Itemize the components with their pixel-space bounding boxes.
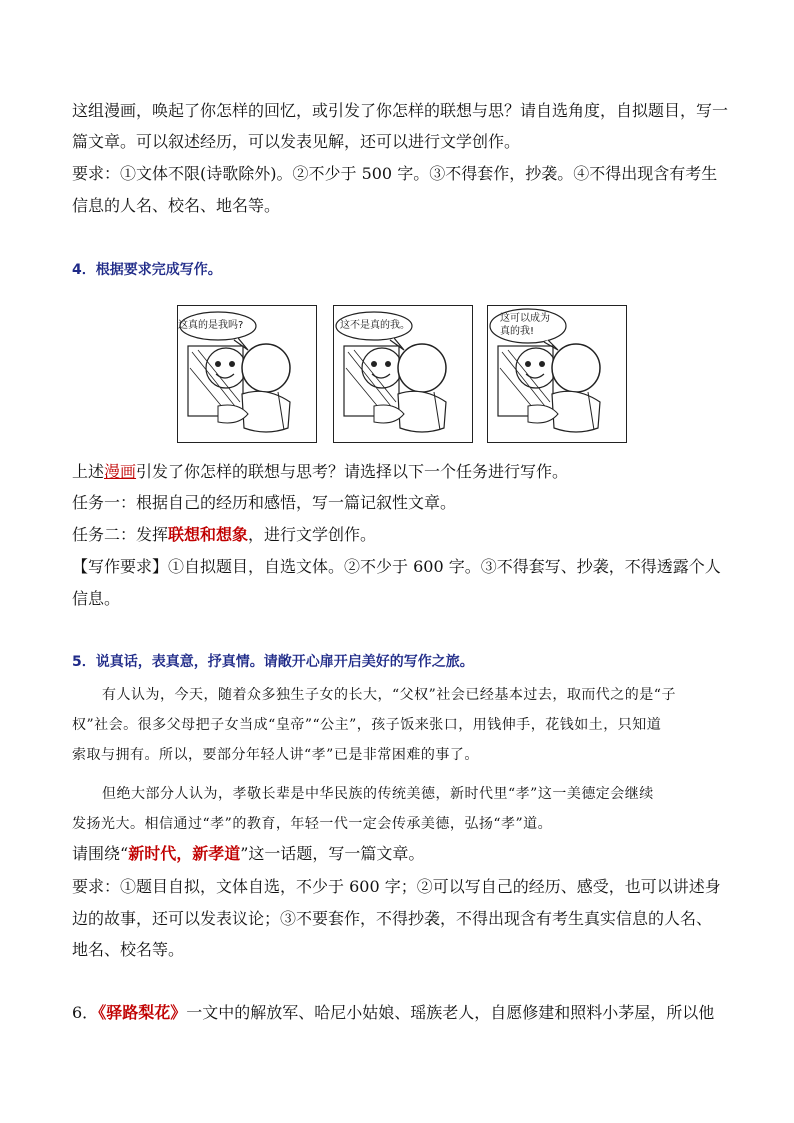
section3-requirements-line1: 要求：①文体不限(诗歌除外)。②不少于 500 字。③不得套作，抄袭。④不得出现含有考生 (72, 164, 718, 183)
comic-panel-1 (177, 305, 317, 443)
task2-pre: 任务二：发挥 (72, 525, 169, 544)
section6-text: 一文中的解放军、哈尼小姑娘、瑶族老人，自愿修建和照料小茅屋，所以他 (186, 1003, 715, 1022)
section6-title: 《驿路梨花》 (98, 1003, 187, 1022)
section5-para2-line1: 但绝大部分人认为，孝敬长辈是中华民族的传统美德，新时代里“孝”这一美德定会继续 (102, 786, 654, 802)
section6-number: 6． (72, 1003, 99, 1022)
section5-topic (72, 843, 722, 865)
section4-requirements-line2: 信息。 (72, 589, 121, 608)
section4-requirements-line1: 【写作要求】①自拟题目，自选文体。②不少于 600 字。③不得套写、抄袭，不得透露个人 (72, 557, 721, 576)
prompt-post: 引发了你怎样的联想与思考？请选择以下一个任务进行写作。 (136, 462, 569, 481)
section6-line1 (72, 1002, 722, 1024)
section4-task2 (72, 524, 722, 546)
section5-heading: 5．说真话，表真意，抒真情。请敞开心扉开启美好的写作之旅。 (72, 654, 474, 670)
topic-pre: 请围绕“ (72, 844, 129, 863)
task2-highlight: 联想和想象 (168, 525, 249, 544)
section5-para1-line1: 有人认为，今天，随着众多独生子女的长大，“父权”社会已经基本过去，取而代之的是“子 (102, 687, 676, 703)
task2-post: ，进行文学创作。 (248, 525, 377, 544)
speech-bubble-2: 这不是真的我。 (340, 320, 410, 331)
topic-highlight: 新时代，新孝道 (128, 844, 241, 863)
section5-para1-line3: 索取与拥有。所以，要部分年轻人讲“孝”已是非常困难的事了。 (72, 747, 479, 763)
section4-heading: 4．根据要求完成写作。 (72, 262, 222, 278)
speech-bubble-1: 这真的是我吗? (178, 320, 244, 331)
section4-prompt (72, 461, 722, 483)
section3-line1: 这组漫画，唤起了你怎样的回忆，或引发了你怎样的联想与思？请自选角度，自拟题目，写一 (72, 101, 729, 120)
prompt-pre: 上述 (72, 462, 105, 481)
section5-requirements-line1: 要求：①题目自拟，文体自选，不少于 600 字；②可以写自己的经历、感受，也可以讲述身 (72, 877, 721, 896)
comic-panel-2 (333, 305, 473, 443)
comic-panel-3 (487, 305, 627, 443)
section5-para2-line2: 发扬光大。相信通过“孝”的教育，年轻一代一定会传承美德，弘扬“孝”道。 (72, 816, 553, 832)
section5-para1-line2: 权”社会。很多父母把子女当成“皇帝”“公主”，孩子饭来张口，用钱伸手，花钱如土，只知道 (72, 717, 662, 733)
section3-line2: 篇文章。可以叙述经历，可以发表见解，还可以进行文学创作。 (72, 132, 521, 151)
section5-requirements-line3: 地名、校名等。 (72, 940, 185, 959)
speech-bubble-3-line1: 这可以成为 (500, 313, 550, 324)
section4-task1: 任务一：根据自己的经历和感悟，写一篇记叙性文章。 (72, 493, 457, 512)
section3-requirements-line2: 信息的人名、校名、地名等。 (72, 196, 281, 215)
topic-post: ”这一话题，写一篇文章。 (240, 844, 425, 863)
speech-bubble-3-line2: 真的我! (500, 326, 535, 337)
section5-requirements-line2: 边的故事，还可以发表议论；③不要套作，不得抄袭，不得出现含有考生真实信息的人名、 (72, 909, 713, 928)
prompt-highlight-comic: 漫画 (104, 462, 137, 481)
